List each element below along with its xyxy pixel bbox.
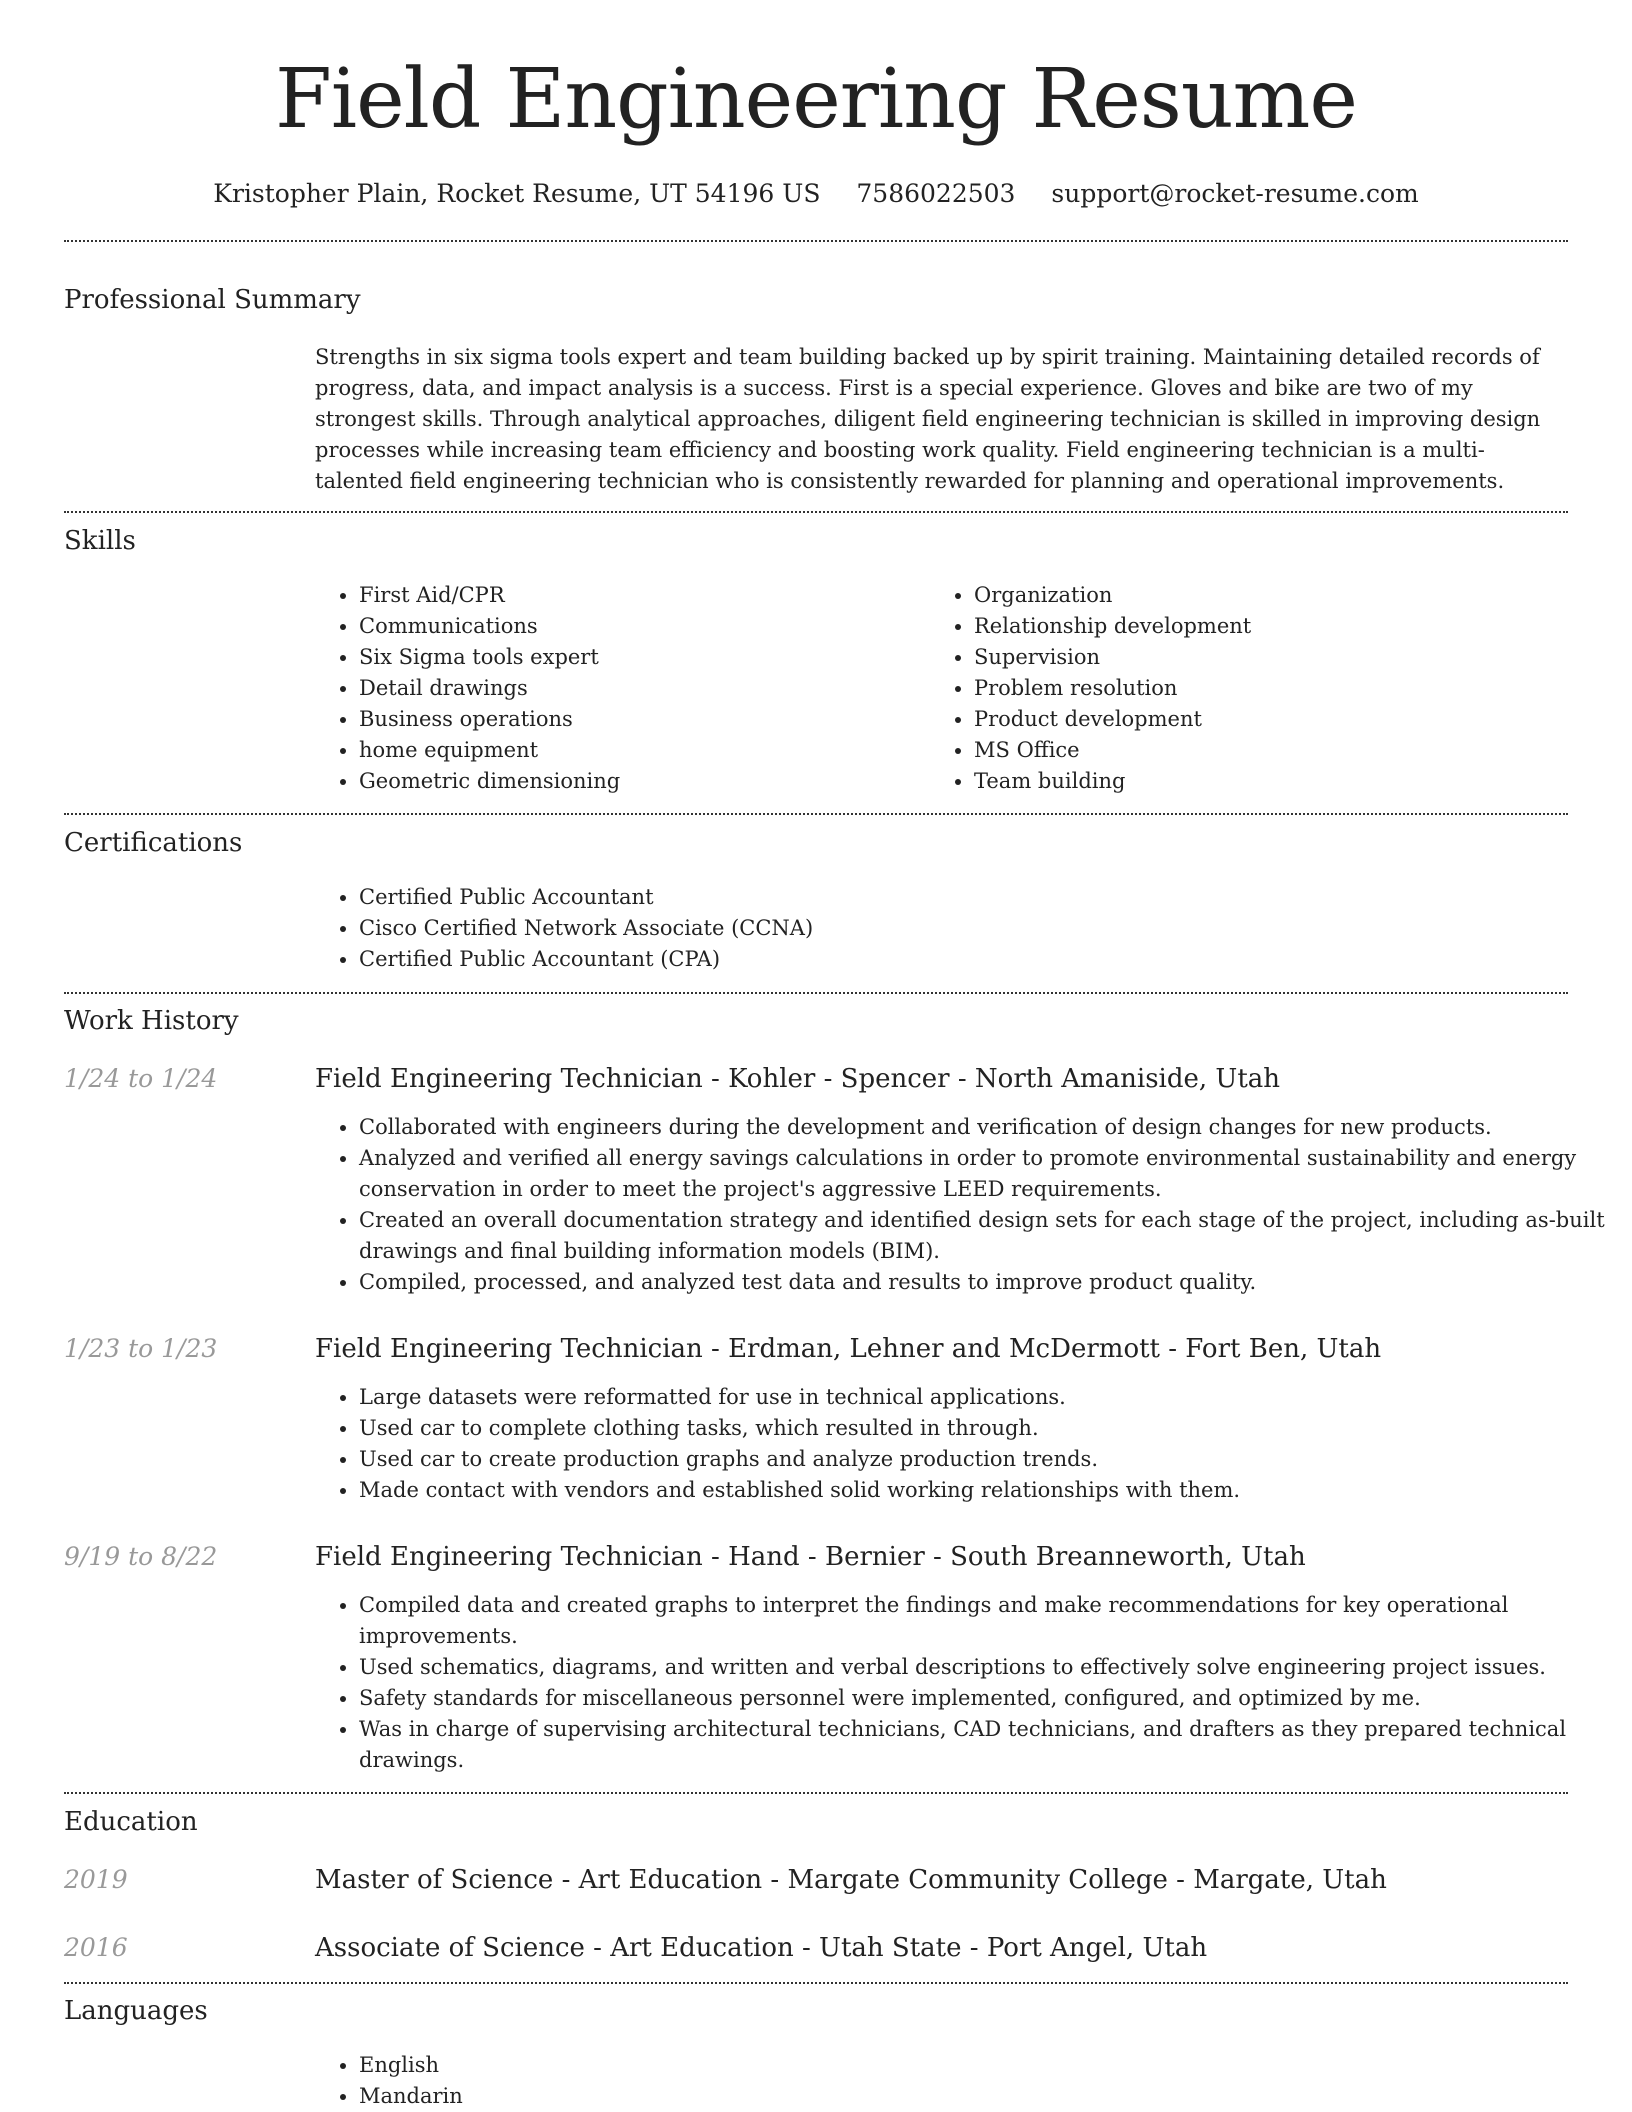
job-title: Field Engineering Technician - Hand - Bernier - South Breanneworth, Utah xyxy=(315,1542,1306,1572)
list-item: • Certified Public Accountant xyxy=(359,882,1609,913)
list-item: • Compiled data and created graphs to interpret the findings and make recommendations for key operational improvements. xyxy=(359,1590,1609,1652)
list-item: • Geometric dimensioning xyxy=(359,766,959,797)
list-item: • Used car to create production graphs and analyze production trends. xyxy=(359,1444,1609,1475)
list-item: • Compiled, processed, and analyzed test data and results to improve product quality. xyxy=(359,1267,1609,1298)
certifications-list xyxy=(315,882,1609,975)
summary-text: Strengths in six sigma tools expert and team building backed up by spirit training. Maintaining detailed records of progress, data, and impact analysis is a success. First is a special experience. Gloves and bike are two of my strongest skills. Through analytical approaches, diligent field engineering technician is skilled in improving design processes while increasing team efficiency and boosting work quality. Field engineering technician is a multi-talented field engineering technician who is consistently rewarded for planning and operational improvements. xyxy=(315,345,1541,493)
list-item: • Used car to complete clothing tasks, which resulted in through. xyxy=(359,1413,1609,1444)
list-item: • Analyzed and verified all energy savings calculations in order to promote environmental sustainability and energy conservation in order to meet the project's aggressive LEED requirements. xyxy=(359,1143,1609,1205)
contact-line xyxy=(0,178,1632,210)
list-item: • Was in charge of supervising architectural technicians, CAD technicians, and drafters as they prepared technical drawings. xyxy=(359,1714,1609,1776)
job-bullets xyxy=(315,1112,1609,1298)
job-bullets xyxy=(315,1590,1609,1776)
job-bullets xyxy=(315,1382,1609,1506)
list-item: • MS Office xyxy=(974,735,1574,766)
section-heading-skills: Skills xyxy=(64,526,136,556)
list-item: • Cisco Certified Network Associate (CCNA) xyxy=(359,913,1609,944)
list-item: • Supervision xyxy=(974,642,1574,673)
list-item: • Organization xyxy=(974,580,1574,611)
list-item: • Team building xyxy=(974,766,1574,797)
section-heading-education: Education xyxy=(64,1807,198,1837)
job-title: Field Engineering Technician - Erdman, Lehner and McDermott - Fort Ben, Utah xyxy=(315,1334,1382,1364)
job-date: 1/24 to 1/24 xyxy=(64,1064,218,1093)
list-item: • Made contact with vendors and established solid working relationships with them. xyxy=(359,1475,1609,1506)
list-item: • Communications xyxy=(359,611,959,642)
divider xyxy=(64,1982,1568,1984)
job-title: Field Engineering Technician - Kohler - Spencer - North Amaniside, Utah xyxy=(315,1064,1281,1094)
divider xyxy=(64,813,1568,815)
list-item: • Large datasets were reformatted for use in technical applications. xyxy=(359,1382,1609,1413)
section-heading-certifications: Certifications xyxy=(64,828,243,858)
section-heading-summary: Professional Summary xyxy=(64,285,361,315)
divider xyxy=(64,511,1568,513)
list-item: • Relationship development xyxy=(974,611,1574,642)
education-date: 2016 xyxy=(64,1933,128,1962)
contact-phone: 7586022503 xyxy=(856,179,1016,208)
education-title: Associate of Science - Art Education - Utah State - Port Angel, Utah xyxy=(315,1933,1208,1963)
education-title: Master of Science - Art Education - Margate Community College - Margate, Utah xyxy=(315,1865,1387,1895)
list-item: • First Aid/CPR xyxy=(359,580,959,611)
contact-email: support@rocket-resume.com xyxy=(1051,179,1419,208)
divider xyxy=(64,1792,1568,1794)
list-item: • Mandarin xyxy=(359,2081,1609,2112)
list-item: • home equipment xyxy=(359,735,959,766)
job-date: 1/23 to 1/23 xyxy=(64,1334,218,1363)
divider xyxy=(64,240,1568,242)
list-item: • Detail drawings xyxy=(359,673,959,704)
list-item: • English xyxy=(359,2050,1609,2081)
contact-address: Kristopher Plain, Rocket Resume, UT 54196 US xyxy=(213,179,821,208)
list-item: • Certified Public Accountant (CPA) xyxy=(359,944,1609,975)
list-item: • Product development xyxy=(974,704,1574,735)
skills-list-right xyxy=(930,580,1574,797)
list-item: • Six Sigma tools expert xyxy=(359,642,959,673)
list-item: • Business operations xyxy=(359,704,959,735)
list-item: • Safety standards for miscellaneous personnel were implemented, configured, and optimized by me. xyxy=(359,1683,1609,1714)
skills-list-left xyxy=(315,580,959,797)
list-item: • Used schematics, diagrams, and written and verbal descriptions to effectively solve engineering project issues. xyxy=(359,1652,1609,1683)
section-heading-languages: Languages xyxy=(64,1996,208,2026)
list-item: • Created an overall documentation strategy and identified design sets for each stage of the project, including as-built drawings and final building information models (BIM). xyxy=(359,1205,1609,1267)
section-heading-work-history: Work History xyxy=(64,1006,239,1036)
list-item: • Collaborated with engineers during the development and verification of design changes for new products. xyxy=(359,1112,1609,1143)
job-date: 9/19 to 8/22 xyxy=(64,1542,218,1571)
education-date: 2019 xyxy=(64,1865,128,1894)
list-item: • Problem resolution xyxy=(974,673,1574,704)
page-title: Field Engineering Resume xyxy=(275,52,1357,147)
divider xyxy=(64,992,1568,994)
languages-list xyxy=(315,2050,1609,2112)
